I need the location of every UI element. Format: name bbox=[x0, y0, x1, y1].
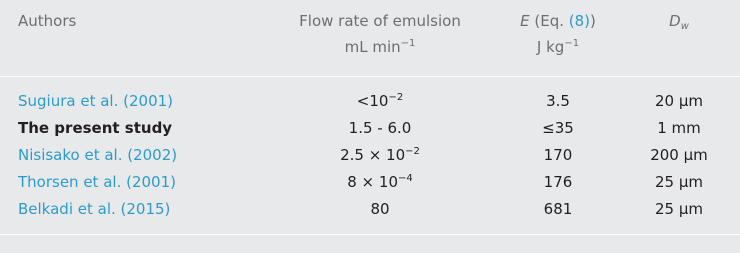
row-energy: 170 bbox=[543, 146, 573, 164]
row-author[interactable]: Nisisako et al. (2002) bbox=[18, 146, 178, 164]
row-flow-rate: 80 bbox=[370, 200, 390, 218]
header-flow-rate-unit: mL $\min^{-1}$ bbox=[344, 38, 416, 56]
equation-link[interactable]: (8) bbox=[568, 12, 591, 30]
header-droplet-diameter: $D_w$ bbox=[669, 12, 689, 32]
row-droplet-diameter: 25 μm bbox=[654, 173, 703, 191]
row-flow-rate: $8 \times 10^{-4}$ bbox=[347, 173, 413, 191]
row-droplet-diameter: 25 μm bbox=[654, 200, 703, 218]
header-authors: Authors bbox=[18, 12, 77, 30]
row-author[interactable]: Belkadi et al. (2015) bbox=[18, 200, 171, 218]
row-energy: 681 bbox=[543, 200, 573, 218]
table-bottom-divider bbox=[0, 234, 740, 235]
row-author: The present study bbox=[18, 119, 173, 137]
row-flow-rate: $<10^{-2}$ bbox=[356, 92, 404, 110]
header-energy: E (Eq. (8)) bbox=[520, 12, 596, 30]
row-energy: 3.5 bbox=[546, 92, 570, 110]
row-droplet-diameter: 200 μm bbox=[650, 146, 708, 164]
row-author[interactable]: Thorsen et al. (2001) bbox=[18, 173, 176, 191]
row-flow-rate: $2.5 \times 10^{-2}$ bbox=[340, 146, 420, 164]
row-energy: 176 bbox=[543, 173, 573, 191]
row-droplet-diameter: 20 μm bbox=[654, 92, 703, 110]
row-energy: ≤35 bbox=[542, 119, 574, 137]
header-divider bbox=[0, 76, 740, 77]
header-energy-unit: J $kg^{-1}$ bbox=[536, 38, 580, 56]
row-flow-rate: 1.5 - 6.0 bbox=[348, 119, 412, 137]
row-droplet-diameter: 1 mm bbox=[657, 119, 701, 137]
header-flow-rate: Flow rate of emulsion bbox=[299, 12, 461, 30]
row-author[interactable]: Sugiura et al. (2001) bbox=[18, 92, 174, 110]
